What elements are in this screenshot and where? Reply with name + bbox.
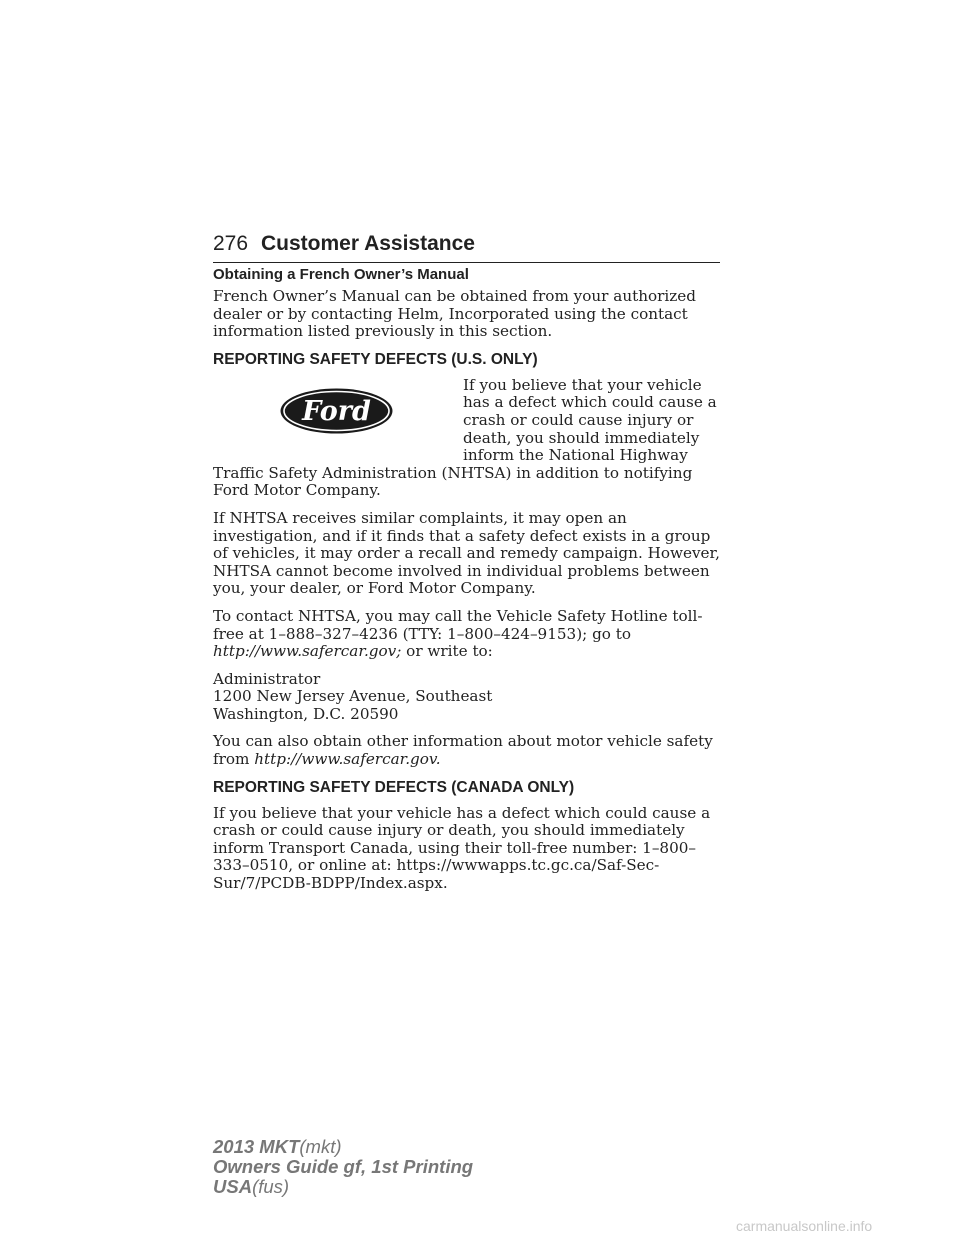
page-content: [213, 266, 720, 903]
footer-line-1: [213, 1137, 473, 1157]
nhtsa-address: [213, 671, 720, 724]
page-footer: [213, 1137, 473, 1197]
page-number: 276: [213, 232, 249, 255]
footer-line-3: [213, 1177, 473, 1197]
us-defects-investigation: If NHTSA receives similar complaints, it may open an investigation, and if it finds that a safety defect exists in a group of vehicles, it may order a recall and remedy campaign. However, NHTSA cannot become involved in individual problems between you, your dealer, or Ford Motor Company.: [213, 508, 720, 598]
address-line-2: 1200 New Jersey Avenue, Southeast: [213, 687, 493, 706]
more-info-paragraph: [213, 733, 720, 768]
contact-suffix: or write to:: [401, 642, 493, 661]
ford-oval-icon: [279, 387, 394, 435]
ford-logo-container: [213, 377, 463, 463]
page-header: [213, 230, 720, 263]
footer-market-code: (fus): [252, 1176, 290, 1197]
french-manual-heading: Obtaining a French Owner’s Manual: [213, 266, 469, 283]
french-manual-paragraph: French Owner’s Manual can be obtained from your authorized dealer or by contacting Helm, Incorporated using the contact information listed previously in this section.: [213, 287, 696, 341]
us-defects-intro: If you believe that your vehicle has a defect which could cause a crash or could cause injury or death, you should immediately inform the National Highway Traffic Safety Administration (NHTSA) in addition to notifying Ford Motor Company.: [213, 375, 717, 500]
safercar-link[interactable]: http://www.safercar.gov;: [213, 642, 402, 661]
us-defects-heading: REPORTING SAFETY DEFECTS (U.S. ONLY): [213, 350, 538, 368]
footer-market: USA: [213, 1176, 253, 1197]
us-defects-contact: [213, 608, 720, 661]
safercar-link-2[interactable]: http://www.safercar.gov.: [254, 750, 441, 769]
footer-line-2: Owners Guide gf, 1st Printing: [213, 1156, 474, 1177]
address-line-1: Administrator: [213, 669, 321, 688]
watermark: carmanualsonline.info: [736, 1218, 873, 1234]
address-line-3: Washington, D.C. 20590: [213, 704, 399, 723]
ford-logo-text: Ford: [302, 395, 371, 427]
footer-model: 2013 MKT: [213, 1136, 300, 1157]
contact-prefix: To contact NHTSA, you may call the Vehicle Safety Hotline toll-free at 1–888–327–4236 (TTY: 1–800–424–9153); go to: [213, 606, 703, 643]
more-info-prefix: You can also obtain other information about motor vehicle safety from: [213, 732, 713, 769]
canada-defects-paragraph: If you believe that your vehicle has a defect which could cause a crash or could cause injury or death, you should immediately inform Transport Canada, using their toll-free number: 1–800–333–0510, or online at: https://wwwapps.tc.gc.ca/Saf-Sec-Sur/7/PCDB-BDPP/Index.aspx.: [213, 803, 711, 893]
footer-model-code: (mkt): [299, 1136, 342, 1157]
ford-logo: [279, 387, 394, 440]
section-title: Customer Assistance: [261, 232, 475, 255]
canada-defects-heading: REPORTING SAFETY DEFECTS (CANADA ONLY): [213, 778, 575, 796]
